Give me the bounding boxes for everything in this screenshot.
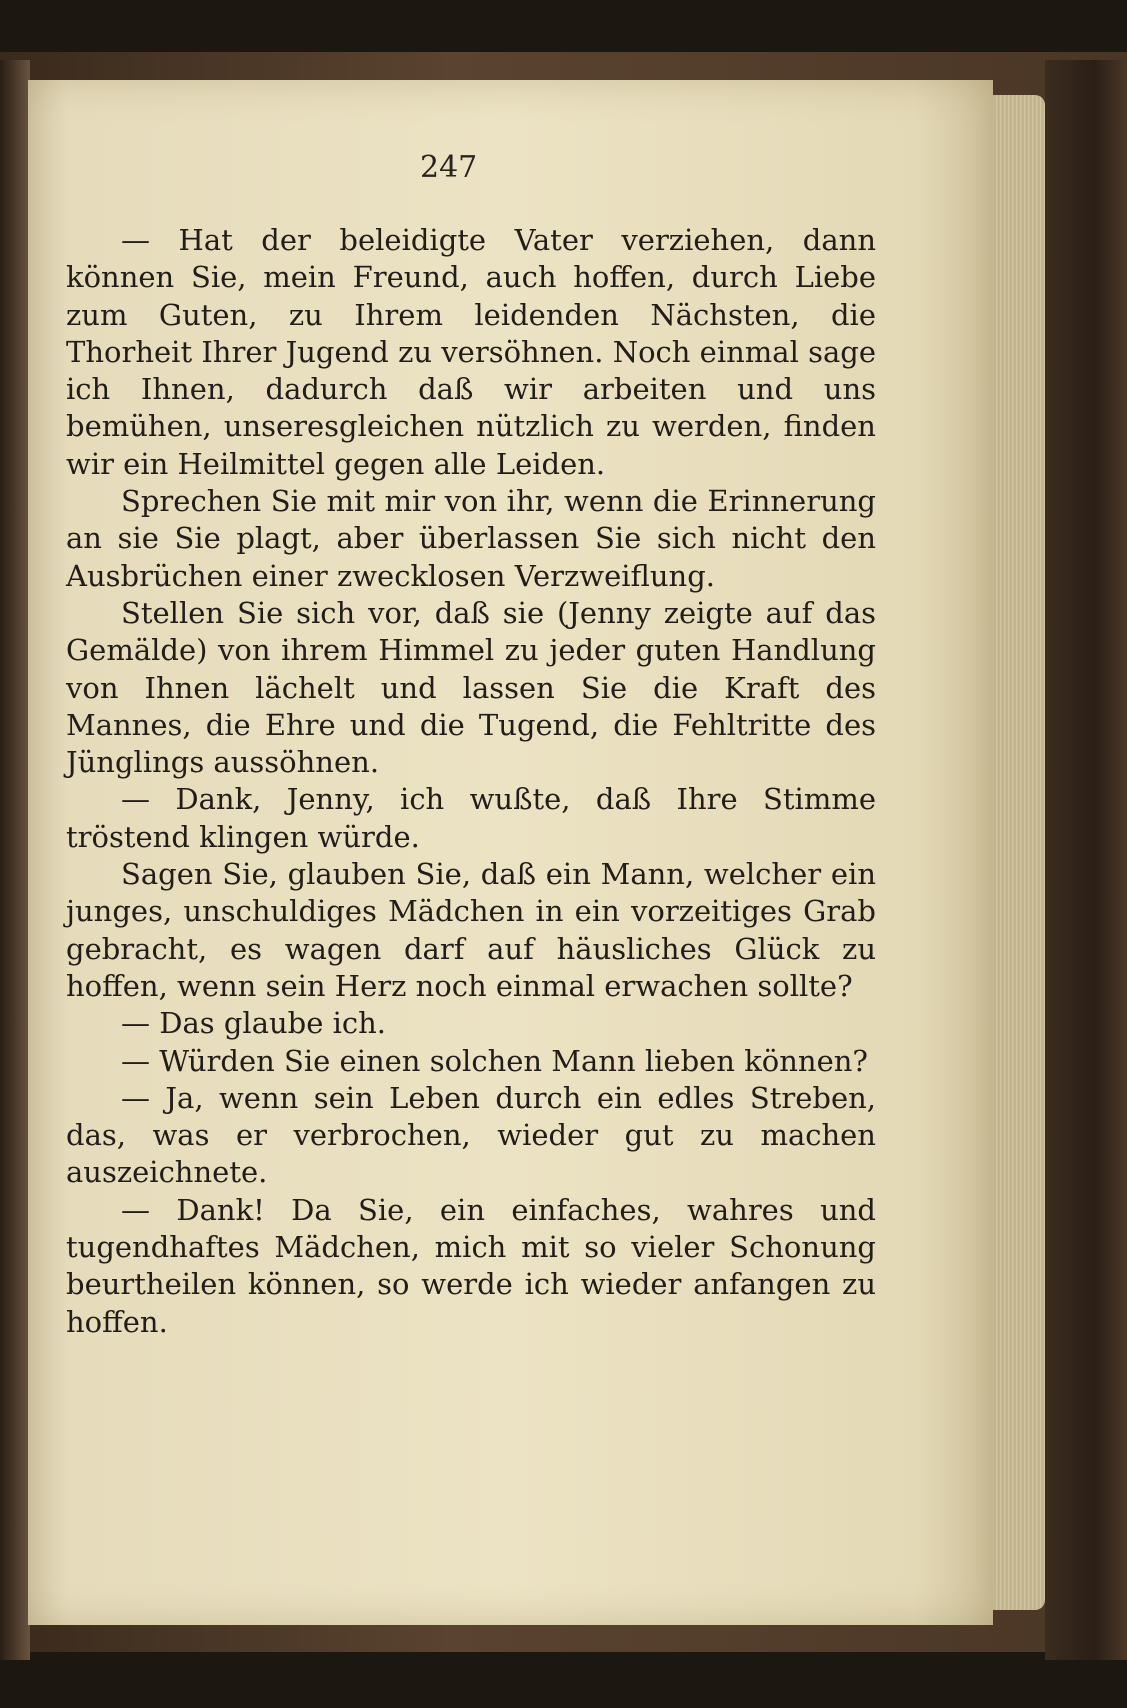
paragraph: Stellen Sie sich vor, daß sie (Jenny zeigte auf das Gemälde) von ihrem Himmel zu jeder guten Handlung von Ihnen lächelt und lassen Sie die Kraft des Mannes, die Ehre und die Tugend, die Fehltritte des Jünglings aussöhnen.: [66, 595, 876, 780]
paragraph: Sprechen Sie mit mir von ihr, wenn die Erinnerung an sie Sie plagt, aber überlassen Sie sich nicht den Ausbrüchen einer zwecklosen Verzweiflung.: [66, 484, 876, 593]
paragraph: — Würden Sie einen solchen Mann lieben können?: [121, 1043, 868, 1078]
paragraph: — Hat der beleidigte Vater verziehen, dann können Sie, mein Freund, auch hoffen, durch Liebe zum Guten, zu Ihrem leidenden Nächsten, die Thorheit Ihrer Jugend zu versöhnen. Noch einmal sage ich Ihnen, dadurch daß wir arbeiten und uns bemühen, unseresgleichen nützlich zu werden, finden wir ein Heilmittel gegen alle Leiden.: [66, 223, 876, 481]
paragraph: Sagen Sie, glauben Sie, daß ein Mann, welcher ein junges, unschuldiges Mädchen in ein vorzeitiges Grab gebracht, es wagen darf auf häusliches Glück zu hoffen, wenn sein Herz noch einmal erwachen sollte?: [66, 857, 876, 1003]
paragraph: — Das glaube ich.: [121, 1006, 387, 1041]
paragraph: — Ja, wenn sein Leben durch ein edles Streben, das, was er verbrochen, wieder gut zu machen auszeichnete.: [66, 1080, 876, 1190]
book-back-cover: [1045, 60, 1127, 1660]
page-edges: [985, 95, 1045, 1610]
page-text: [66, 222, 876, 1341]
paragraph: — Dank, Jenny, ich wußte, daß Ihre Stimme tröstend klingen würde.: [66, 782, 876, 854]
paragraph: — Dank! Da Sie, ein einfaches, wahres und tugendhaftes Mädchen, mich mit so vieler Schonung beurtheilen können, so werde ich wieder anfangen zu hoffen.: [66, 1192, 876, 1339]
book-spine: [0, 60, 30, 1660]
page-number: 247: [420, 150, 478, 185]
